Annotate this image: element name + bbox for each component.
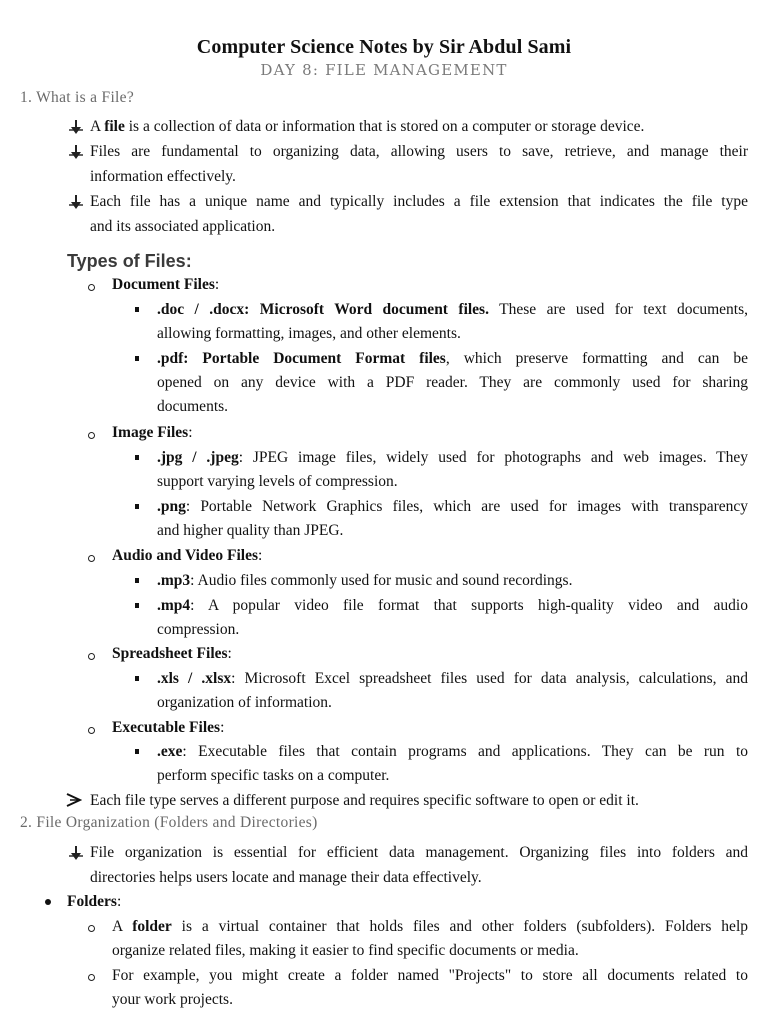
circle-bullet-icon bbox=[88, 555, 95, 562]
category-image-files: Image Files: bbox=[112, 424, 193, 441]
square-bullet-icon bbox=[135, 356, 139, 361]
folder-example-cont: your work projects. bbox=[112, 991, 233, 1008]
down-arrow-bullet-icon bbox=[66, 144, 86, 160]
ex-item-exe: .exe: Executable files that contain programs and applications. They can be run to bbox=[157, 743, 748, 760]
down-arrow-bullet-icon bbox=[66, 119, 86, 135]
img-item-jpg: .jpg / .jpeg: JPEG image files, widely used for photographs and web images. They bbox=[157, 449, 749, 466]
intro-paragraph-2-cont: information effectively. bbox=[90, 168, 236, 185]
square-bullet-icon bbox=[135, 504, 139, 509]
doc-item-pdf-cont: opened on any device with a PDF reader. They are commonly used for sharing bbox=[157, 374, 748, 391]
intro-paragraph-3-cont: and its associated application. bbox=[90, 218, 276, 235]
circle-bullet-icon bbox=[88, 925, 95, 932]
folder-definition-cont: organize related files, making it easier to find specific documents or media. bbox=[112, 942, 579, 959]
category-executable-files: Executable Files: bbox=[112, 719, 225, 736]
img-item-jpg-cont: support varying levels of compression. bbox=[157, 473, 398, 490]
folder-definition: A folder is a virtual container that holds files and other folders (subfolders). Folders help bbox=[112, 918, 748, 935]
av-item-mp3: .mp3: Audio files commonly used for music and sound recordings. bbox=[157, 572, 573, 589]
page-title: Computer Science Notes by Sir Abdul Sami bbox=[196, 36, 572, 58]
category-audio-video-files: Audio and Video Files: bbox=[112, 547, 263, 564]
ss-item-xls: .xls / .xlsx: Microsoft Excel spreadsheet files used for data analysis, calculations, and bbox=[157, 670, 748, 687]
square-bullet-icon bbox=[135, 455, 139, 460]
square-bullet-icon bbox=[135, 578, 139, 583]
org-paragraph-1-cont: directories helps users locate and manage their data effectively. bbox=[90, 869, 482, 886]
section-heading-what-is-file: 1. What is a File? bbox=[20, 89, 135, 106]
category-document-files: Document Files: bbox=[112, 276, 220, 293]
circle-bullet-icon bbox=[88, 974, 95, 981]
intro-paragraph-2: Files are fundamental to organizing data, allowing users to save, retrieve, and manage their bbox=[90, 143, 748, 160]
folders-heading: Folders: bbox=[67, 893, 122, 910]
circle-bullet-icon bbox=[88, 727, 95, 734]
page-subtitle: DAY 8: FILE MANAGEMENT bbox=[260, 61, 508, 79]
doc-item-docx-cont: allowing formatting, images, and other elements. bbox=[157, 325, 461, 342]
category-spreadsheet-files: Spreadsheet Files: bbox=[112, 645, 232, 662]
img-item-png: .png: Portable Network Graphics files, which are used for images with transparency bbox=[157, 498, 748, 515]
intro-paragraph-3: Each file has a unique name and typically includes a file extension that indicates the file type bbox=[90, 193, 748, 210]
down-arrow-bullet-icon bbox=[66, 845, 86, 861]
types-heading: Types of Files: bbox=[67, 251, 192, 271]
down-arrow-bullet-icon bbox=[66, 194, 86, 210]
circle-bullet-icon bbox=[88, 653, 95, 660]
doc-item-pdf: .pdf: Portable Document Format files, which preserve formatting and can be bbox=[157, 350, 748, 367]
arrowhead-bullet-icon bbox=[66, 793, 82, 807]
circle-bullet-icon bbox=[88, 284, 95, 291]
circle-bullet-icon bbox=[88, 432, 95, 439]
intro-paragraph-1: A file is a collection of data or information that is stored on a computer or storage device. bbox=[90, 118, 645, 135]
ex-item-exe-cont: perform specific tasks on a computer. bbox=[157, 767, 390, 784]
square-bullet-icon bbox=[135, 307, 139, 312]
av-item-mp4: .mp4: A popular video file format that supports high-quality video and audio bbox=[157, 597, 748, 614]
doc-item-pdf-cont2: documents. bbox=[157, 398, 229, 415]
img-item-png-cont: and higher quality than JPEG. bbox=[157, 522, 344, 539]
org-paragraph-1: File organization is essential for efficient data management. Organizing files into folders and bbox=[90, 844, 748, 861]
square-bullet-icon bbox=[135, 603, 139, 608]
section-heading-file-organization: 2. File Organization (Folders and Directories) bbox=[20, 814, 318, 831]
doc-item-docx: .doc / .docx: Microsoft Word document files. These are used for text documents, bbox=[157, 301, 748, 318]
folder-example: For example, you might create a folder named "Projects" to store all documents related to bbox=[112, 967, 748, 984]
square-bullet-icon bbox=[135, 676, 139, 681]
types-summary: Each file type serves a different purpose and requires specific software to open or edit it. bbox=[90, 792, 639, 809]
ss-item-xls-cont: organization of information. bbox=[157, 694, 332, 711]
disc-bullet-icon bbox=[45, 899, 51, 905]
av-item-mp4-cont: compression. bbox=[157, 621, 240, 638]
square-bullet-icon bbox=[135, 749, 139, 754]
